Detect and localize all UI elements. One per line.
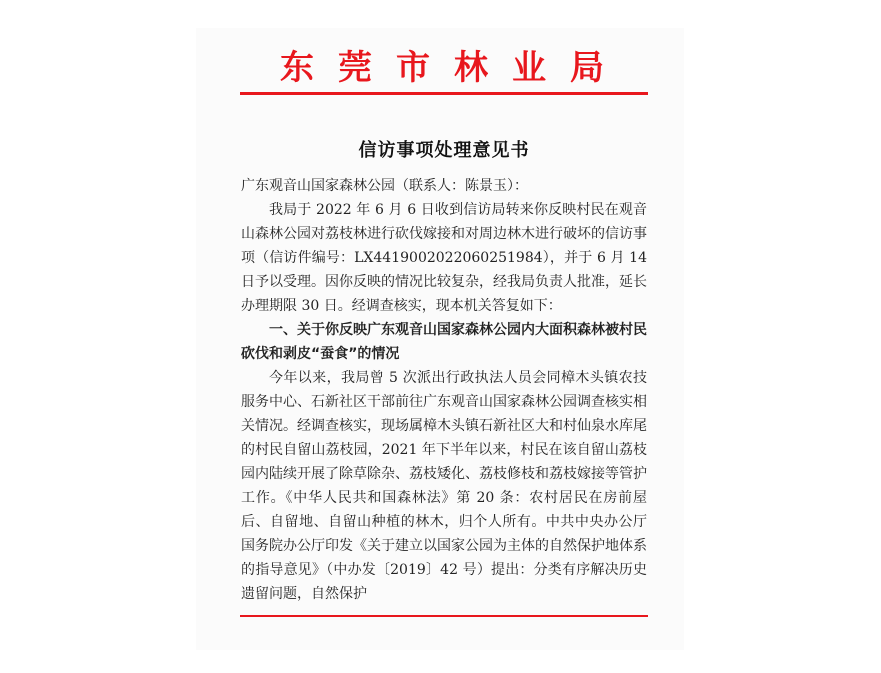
body-paragraph-1: 我局于 2022 年 6 月 6 日收到信访局转来你反映村民在观音山森林公园对荔枝林进行砍伐嫁接和对周边林木进行破坏的信访事项（信访件编号：LX4419002022060251984），并于 6 月 14 日予以受理。因你反映的情况比较复杂，经我局负责人批准，延长办理期限 30 日。经调查核实，现本机关答复如下： [241,202,647,314]
body-paragraph-2: 今年以来，我局曾 5 次派出行政执法人员会同樟木头镇农技服务中心、石新社区干部前往广东观音山国家森林公园调查核实相关情况。经调查核实，现场属樟木头镇石新社区大和村仙泉水库尾的村民自留山荔枝园，2021 年下半年以来，村民在该自留山荔枝园内陆续开展了除草除杂、荔枝矮化、荔枝修枝和荔枝嫁接等管护工作。《中华人民共和国森林法》第 20 条：农村居民在房前屋后、自留地、自留山种植的林木，归个人所有。中共中央办公厅 国务院办公厅印发《关于建立以国家公园为主体的自然保护地体系的指导意见》（中办发〔2019〕42 号）提出：分类有序解决历史遗留问题，自然保护 [241,370,647,602]
recipient-line: 广东观音山国家森林公园（联系人：陈景玉）： [241,178,528,194]
letterhead-org-name: 东莞市林业局 [280,48,628,88]
footer-red-rule [240,615,648,617]
document-body [241,174,647,606]
section-heading-1: 一、关于你反映广东观音山国家森林公园内大面积森林被村民砍伐和剥皮“蚕食”的情况 [241,322,647,362]
letterhead-red-rule [240,92,648,95]
document-title: 信访事项处理意见书 [358,140,530,161]
